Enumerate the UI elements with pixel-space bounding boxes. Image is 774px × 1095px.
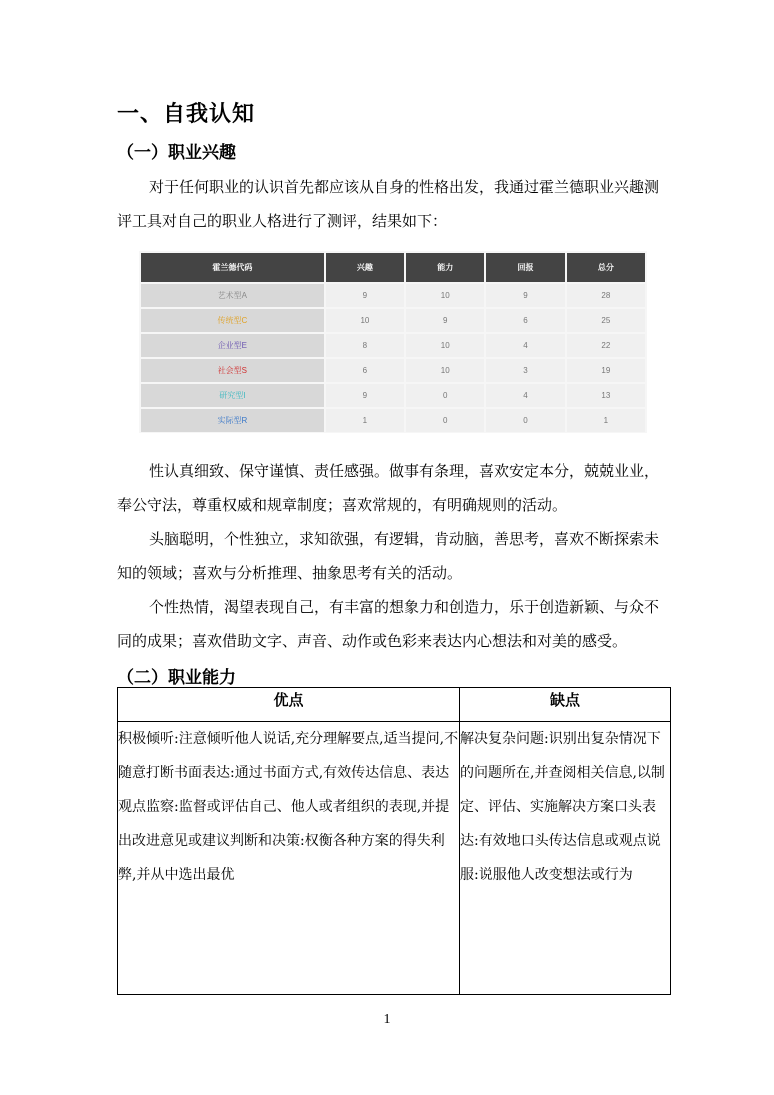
holland-type-label: 实际型R [141,409,324,432]
holland-score-cell: 1 [567,409,645,432]
paragraph-artistic: 个性热情，渴望表现自己，有丰富的想象力和创造力，乐于创造新颖、与众不同的成果；喜欢借助文字、声音、动作或色彩来表达内心想法和对美的感受。 [117,598,660,650]
weaknesses-cell [460,722,671,995]
holland-header-cell: 能力 [406,253,484,282]
holland-score-cell: 19 [567,359,645,382]
holland-score-cell: 9 [406,309,484,332]
holland-score-cell: 0 [406,409,484,432]
weaknesses-header: 缺点 [460,688,671,722]
holland-body [141,284,645,432]
holland-score-cell: 13 [567,384,645,407]
strengths-cell [118,722,460,995]
holland-type-label: 企业型E [141,334,324,357]
holland-score-cell: 6 [326,359,404,382]
paragraph-conventional: 性认真细致、保守谨慎、责任感强。做事有条理，喜欢安定本分，兢兢业业，奉公守法，尊重权威和规章制度；喜欢常规的，有明确规则的活动。 [117,462,660,514]
page-number: 1 [383,1012,391,1027]
holland-header-cell: 霍兰德代码 [141,253,324,282]
holland-score-cell: 9 [326,384,404,407]
holland-score-cell: 28 [567,284,645,307]
paragraph-investigative: 头脑聪明，个性独立，求知欲强，有逻辑，肯动脑，善思考，喜欢不断探索未知的领域；喜欢与分析推理、抽象思考有关的活动。 [117,530,660,582]
holland-score-cell: 4 [486,384,564,407]
holland-score-cell: 6 [486,309,564,332]
holland-score-cell: 0 [486,409,564,432]
heading-self-awareness: 一、自我认知 [117,102,256,127]
holland-type-label: 传统型C [141,309,324,332]
holland-type-label: 研究型I [141,384,324,407]
intro-paragraph: 对于任何职业的认识首先都应该从自身的性格出发，我通过霍兰德职业兴趣测评工具对自己的职业人格进行了测评，结果如下： [117,178,660,230]
section-career-interest-title: （一）职业兴趣 [117,143,236,163]
holland-row [141,409,645,432]
holland-code-table-image [139,251,647,433]
strengths-text: 积极倾听:注意倾听他人说话,充分理解要点,适当提问,不随意打断书面表达:通过书面方式,有效传达信息、表达观点监察:监督或评估自己、他人或者组织的表现,并提出改进意见或建议判断和决策:权衡各种方案的得失利弊,并从中选出最优 [118,731,459,883]
holland-score-cell: 3 [486,359,564,382]
holland-header-row [141,253,645,282]
holland-score-cell: 1 [326,409,404,432]
holland-score-cell: 10 [406,334,484,357]
strengths-header: 优点 [118,688,460,722]
holland-score-cell: 10 [326,309,404,332]
holland-score-cell: 25 [567,309,645,332]
holland-type-label: 社会型S [141,359,324,382]
holland-score-cell: 10 [406,359,484,382]
holland-type-label: 艺术型A [141,284,324,307]
section-career-ability-title: （二）职业能力 [117,668,236,688]
ability-table [117,687,671,995]
holland-score-cell: 9 [486,284,564,307]
holland-header-cell: 回报 [486,253,564,282]
holland-header-cell: 总分 [567,253,645,282]
holland-score-cell: 9 [326,284,404,307]
holland-row [141,334,645,357]
weaknesses-text: 解决复杂问题:识别出复杂情况下的问题所在,并查阅相关信息,以制定、评估、实施解决方案口头表达:有效地口头传达信息或观点说服:说服他人改变想法或行为 [460,731,665,883]
holland-row [141,359,645,382]
holland-score-cell: 8 [326,334,404,357]
holland-score-cell: 10 [406,284,484,307]
holland-row [141,284,645,307]
holland-score-cell: 0 [406,384,484,407]
holland-header-cell: 兴趣 [326,253,404,282]
holland-score-cell: 4 [486,334,564,357]
holland-row [141,309,645,332]
holland-row [141,384,645,407]
holland-score-cell: 22 [567,334,645,357]
